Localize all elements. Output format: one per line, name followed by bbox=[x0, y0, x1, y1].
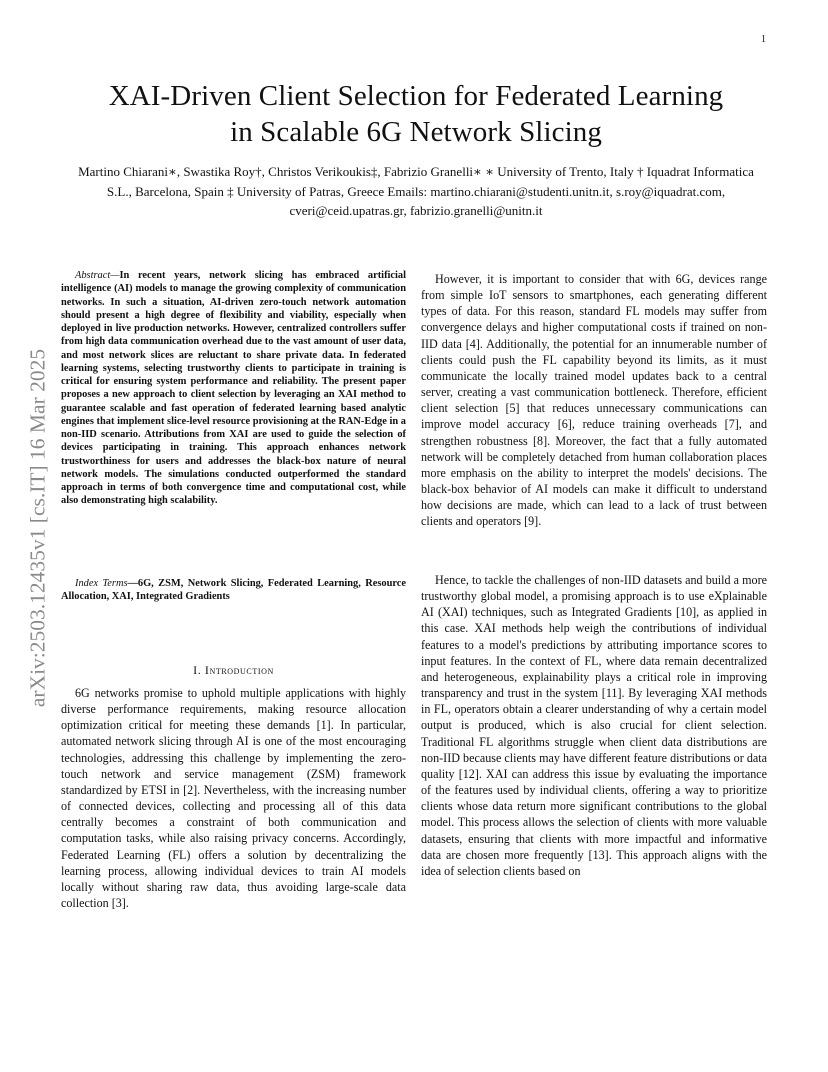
title-line-1: XAI-Driven Client Selection for Federated Learning bbox=[108, 80, 724, 112]
index-terms-label: Index Terms bbox=[75, 578, 128, 589]
paper-title bbox=[60, 78, 772, 150]
index-terms bbox=[61, 577, 406, 604]
abstract bbox=[61, 269, 406, 508]
section-heading bbox=[61, 663, 406, 678]
abstract-label: Abstract— bbox=[75, 270, 120, 281]
index-terms-text: —6G, ZSM, Network Slicing, Federated Learning, Resource Allocation, XAI, Integrated Gradients bbox=[61, 578, 406, 603]
right-paragraph-1: However, it is important to consider that with 6G, devices range from simple IoT sensors to smartphones, each generating different types of data. For this reason, standard FL models may suffer from convergence delays and higher computational costs if trained on non-IID data [4]. Additionally, the potential for an innumerable number of clients could push the FL capability beyond its limits, as it must communicate the locally trained model updates back to a central server, creating a vast communication bottleneck. Therefore, efficient client selection [5] that reduces unnecessary communications can improve model accuracy [6], reduce training overheads [7], and strengthen robustness [8]. Moreover, the fact that a fully automated network will be completely detached from human collaboration places more emphasis on the ability to interpret the models' decisions. The black-box behavior of AI models can make it difficult to understand how decisions are made, which can lead to a lack of trust between clients and operators [9]. bbox=[421, 272, 767, 529]
section-title: Introduction bbox=[204, 663, 274, 677]
title-line-2: in Scalable 6G Network Slicing bbox=[230, 116, 602, 148]
arxiv-stamp-text: arXiv:2503.12435v1 [cs.IT] 16 Mar 2025 bbox=[25, 348, 50, 708]
section-number: I. bbox=[193, 663, 205, 677]
right-paragraph-2: Hence, to tackle the challenges of non-IID datasets and build a more trustworthy global model, a promising approach is to use eXplainable AI (XAI) techniques, such as Integrated Gradients [10], as applied in this case. XAI methods help weigh the contributions of individual features to a model's predictions by attributing importance scores to input features. In the context of FL, where data remain decentralized and heterogeneous, explainability plays a critical role in improving transparency and trust in the system [11]. By leveraging XAI methods in FL, operators obtain a clearer understanding of why a certain model output is produced, which is also crucial for client selection. Traditional FL algorithms struggle when client data distributions are non-IID because clients may have different feature distributions or data quality [12]. XAI can address this issue by evaluating the importance of the features used by individual clients, offering a way to prioritize clients whose data return more significant contributions to the global model. This process allows the selection of clients with more valuable datasets, ensuring that clients with more impactful and informative data are chosen more frequently [13]. This approach aligns with the idea of selection clients based on bbox=[421, 573, 767, 878]
page-number: 1 bbox=[761, 34, 766, 45]
abstract-text: In recent years, network slicing has embraced artificial intelligence (AI) models to manage the growing complexity of communication networks. In such a situation, AI-driven zero-touch network automation should present a high degree of flexibility and viability, especially when deployed in live production networks. However, centralized controllers suffer from high data communication overhead due to the vast amount of user data, and most network slices are reluctant to share private data. In federated learning systems, selecting trustworthy clients to participate in training is critical for ensuring system performance and reliability. The present paper proposes a new approach to client selection by leveraging an XAI method to guarantee scalable and fast operation of federated learning based analytic engines that implement slice-level resource provisioning at the RAN-Edge in a non-IID scenario. Attributions from XAI are used to guide the selection of devices participating in training. This approach enhances network trustworthiness for users and addresses the black-box nature of neural network models. The simulations conducted outperformed the standard approach in terms of both convergence time and computational cost, while also demonstrating high scalability. bbox=[61, 270, 406, 507]
intro-paragraph-1: 6G networks promise to uphold multiple applications with highly diverse performance requirements, making resource allocation optimization critical for meeting these demands [1]. In particular, automated network slicing through AI is one of the most encouraging technologies, addressing this challenge by implementing the zero-touch network and service management (ZSM) framework standardized by ETSI in [2]. Nevertheless, with the increasing number of connected devices, collecting and processing all of this data centrally becomes a constraint of both communication and computation tasks, while also raising privacy concerns. Accordingly, Federated Learning (FL) offers a solution by decentralizing the learning process, allowing individual devices to train AI models locally without sharing raw data, thus avoiding large-scale data collection [3]. bbox=[61, 686, 406, 911]
author-block: Martino Chiarani∗, Swastika Roy†, Christos Verikoukis‡, Fabrizio Granelli∗ ∗ University of Trento, Italy † Iquadrat Informatica S.L., Barcelona, Spain ‡ University of Patras, Greece Emails: martino.chiarani@studenti.unitn.it, s.roy@iquadrat.com, cveri@ceid.upatras.gr, fabrizio.granelli@unitn.it bbox=[78, 164, 754, 218]
